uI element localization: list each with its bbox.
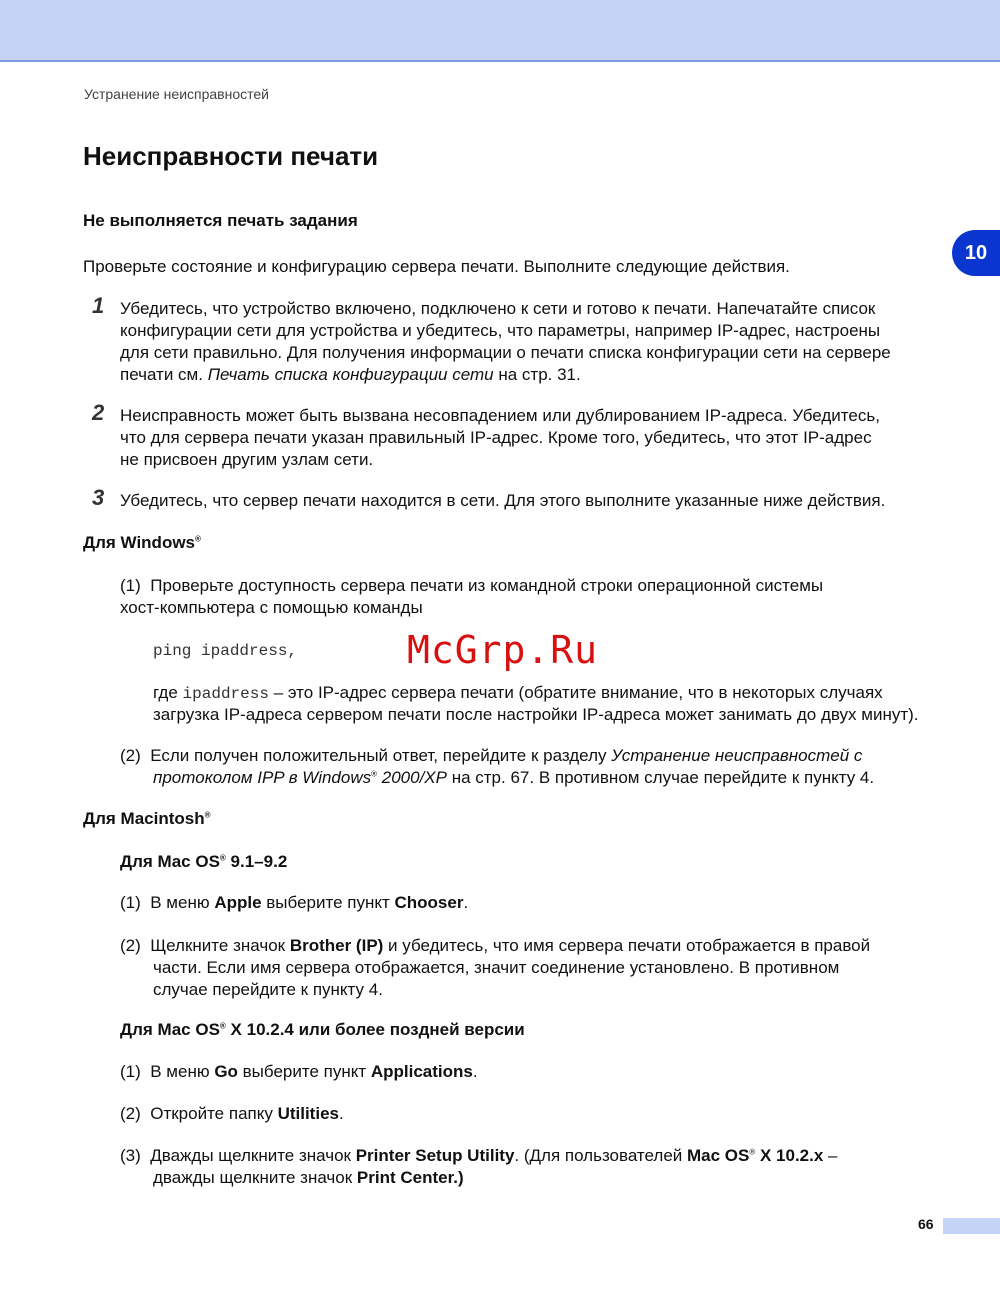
os9-item-2: (2) Щелкните значок Brother (IP) и убедитесь, что имя сервера печати отображается в правой [120, 936, 871, 955]
step-line: что для сервера печати указан правильный IP-адрес. Кроме того, убедитесь, что этот IP-адрес [120, 428, 872, 447]
osx-item-2: (2) Откройте папку Utilities. [120, 1104, 344, 1123]
step-number: 2 [92, 400, 105, 425]
intro-paragraph: Проверьте состояние и конфигурацию сервера печати. Выполните следующие действия. [83, 257, 790, 276]
macosx-heading: Для Mac OS® X 10.2.4 или более поздней версии [120, 1020, 525, 1039]
breadcrumb: Устранение неисправностей [84, 86, 269, 102]
step-line: не присвоен другим узлам сети. [120, 450, 374, 469]
ipp-troubleshoot-link[interactable]: Устранение неисправностей с [611, 746, 863, 765]
config-list-link[interactable]: Печать списка конфигурации сети [207, 365, 494, 384]
windows-heading: Для Windows® [83, 533, 201, 552]
os9-item-2-cont: случае перейдите к пункту 4. [153, 980, 383, 999]
header-band [0, 0, 1000, 62]
osx-item-3-cont: дважды щелкните значок Print Center.) [153, 1168, 464, 1187]
page-number-bar [943, 1218, 1000, 1234]
windows-item-1-cont: хост-компьютера с помощью команды [120, 598, 423, 617]
step-line: Убедитесь, что сервер печати находится в сети. Для этого выполните указанные ниже действия. [120, 491, 886, 510]
step-line: Убедитесь, что устройство включено, подключено к сети и готово к печати. Напечатайте список [120, 299, 876, 318]
section-title: Не выполняется печать задания [83, 211, 358, 230]
osx-item-3: (3) Дважды щелкните значок Printer Setup Utility. (Для пользователей Mac OS® X 10.2.x – [120, 1146, 838, 1165]
windows-item-2: (2) Если получен положительный ответ, перейдите к разделу Устранение неисправностей с [120, 746, 863, 765]
page-number: 66 [918, 1216, 934, 1232]
ping-command: ping ipaddress, [153, 642, 298, 660]
windows-item-1: (1) Проверьте доступность сервера печати из командной строки операционной системы [120, 576, 824, 595]
os9-item-1: (1) В меню Apple выберите пункт Chooser. [120, 893, 469, 912]
osx-item-1: (1) В меню Go выберите пункт Applications. [120, 1062, 478, 1081]
windows-item-2-cont: протоколом IPP в Windows® 2000/XP на стр. 67. В противном случае перейдите к пункту 4. [153, 768, 875, 787]
step-number: 1 [92, 293, 105, 318]
where-line: где ipaddress – это IP-адрес сервера печати (обратите внимание, что в некоторых случаях [153, 683, 883, 703]
macintosh-heading: Для Macintosh® [83, 809, 211, 828]
chapter-tab[interactable]: 10 [952, 230, 1000, 276]
step-line: Неисправность может быть вызвана несовпадением или дублированием IP-адреса. Убедитесь, [120, 406, 880, 425]
os9-item-2-cont: части. Если имя сервера отображается, значит соединение установлено. В противном [153, 958, 840, 977]
macos9-heading: Для Mac OS® 9.1–9.2 [120, 852, 288, 871]
step-number: 3 [92, 485, 105, 510]
watermark: McGrp.Ru [407, 628, 599, 672]
where-line-cont: загрузка IP-адреса сервером печати после настройки IP-адреса может занимать до двух минут). [153, 705, 919, 724]
page-title: Неисправности печати [83, 141, 379, 171]
step-line: для сети правильно. Для получения информации о печати списка конфигурации сети на сервере [120, 343, 891, 362]
step-line: конфигурации сети для устройства и убедитесь, что параметры, например IP-адрес, настроены [120, 321, 881, 340]
step-line: печати см. Печать списка конфигурации сети на стр. 31. [120, 365, 581, 384]
